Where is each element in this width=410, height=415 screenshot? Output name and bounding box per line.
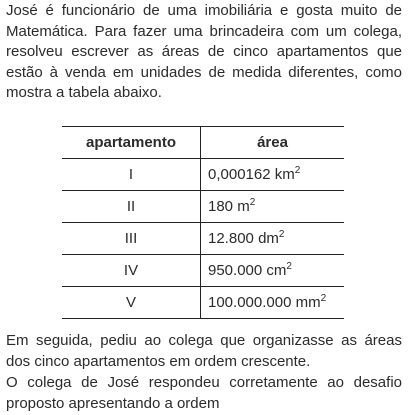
area-unit: km	[274, 166, 295, 183]
area-cell	[201, 159, 345, 191]
areas-table	[62, 126, 344, 319]
intro-paragraph: José é funcionário de uma imobiliária e gosta muito de Matemática. Para fazer uma brincadeira com um colega, resolveu escrever as áreas de cinco apartamentos que estão à venda em unidades de medida diferentes, como mostra a tabela abaixo.	[6, 2, 402, 101]
table-row	[62, 159, 344, 191]
table-row	[62, 287, 344, 319]
area-cell	[201, 223, 345, 255]
area-value: 100.000.000	[208, 294, 292, 311]
apartment-id: V	[62, 287, 201, 319]
table-row	[62, 191, 344, 223]
apartment-id: IV	[62, 255, 201, 287]
header-apartamento: apartamento	[62, 127, 201, 159]
area-value: 12.800	[208, 230, 254, 247]
apartment-id: II	[62, 191, 201, 223]
area-unit: dm	[258, 230, 279, 247]
followup-paragraph: Em seguida, pediu ao colega que organizasse as áreas dos cinco apartamentos em ordem crescente.	[6, 332, 402, 370]
area-unit: mm	[295, 294, 321, 311]
apartment-id: III	[62, 223, 201, 255]
table-row	[62, 223, 344, 255]
table-header-row	[62, 127, 344, 159]
area-exponent: 2	[249, 197, 256, 208]
area-cell	[201, 191, 345, 223]
table-row	[62, 255, 344, 287]
area-exponent: 2	[278, 229, 285, 240]
area-unit: cm	[266, 262, 287, 279]
header-area: área	[201, 127, 345, 159]
area-exponent: 2	[294, 165, 301, 176]
area-value: 0,000162	[208, 166, 271, 183]
apartment-id: I	[62, 159, 201, 191]
area-exponent: 2	[320, 293, 327, 304]
area-cell	[201, 255, 345, 287]
area-value: 180	[208, 198, 234, 215]
area-value: 950.000	[208, 262, 263, 279]
area-cell	[201, 287, 345, 319]
answer-intro-paragraph: O colega de José respondeu corretamente ao desafio proposto apresentando a ordem	[6, 374, 402, 412]
area-exponent: 2	[286, 261, 292, 272]
area-unit: m	[237, 198, 250, 215]
